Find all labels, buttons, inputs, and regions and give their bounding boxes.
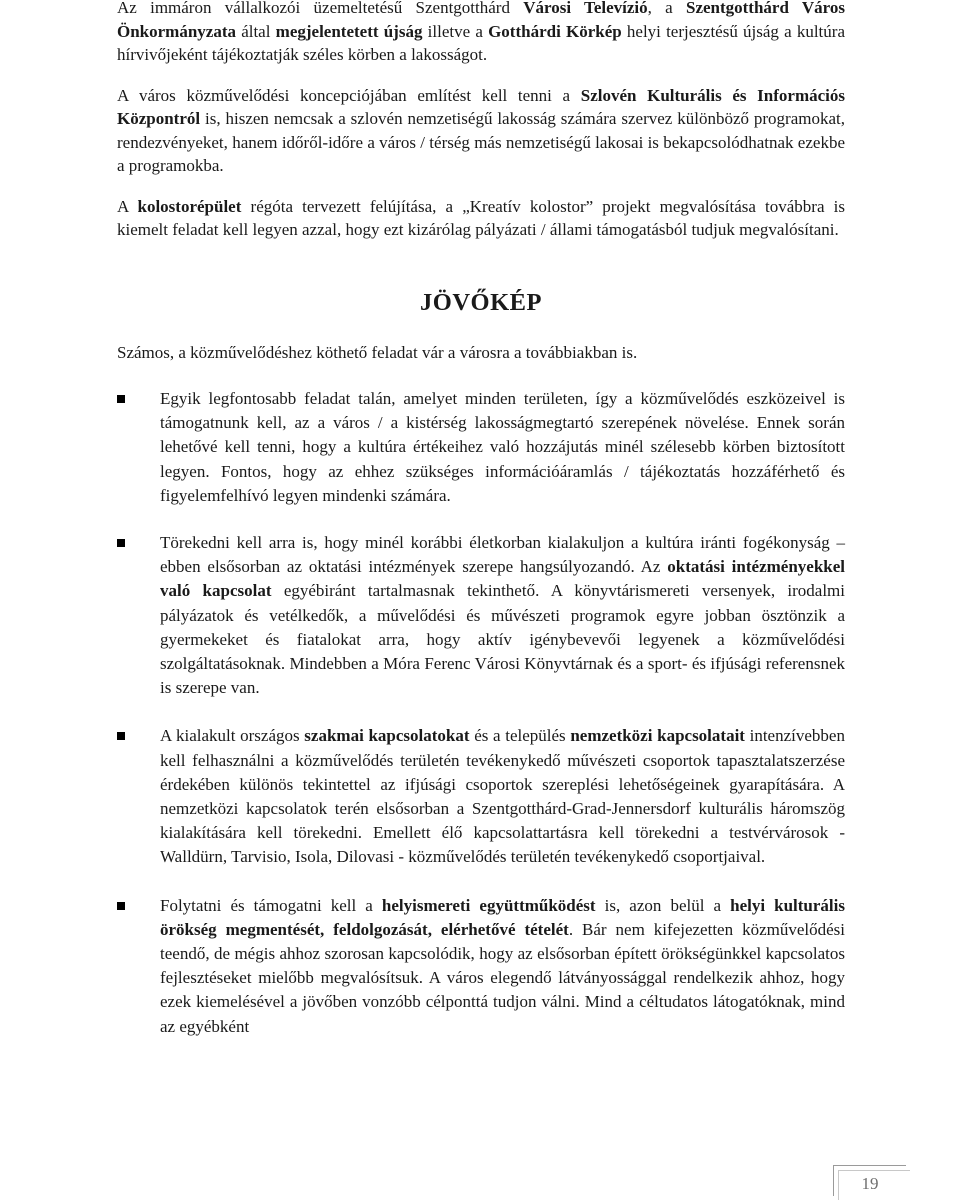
- text-run: A város közművelődési koncepciójában említést kell tenni a: [117, 85, 581, 105]
- text-run: A kialakult országos: [160, 726, 305, 746]
- bullet-item: [117, 724, 845, 869]
- page-number-box: [833, 1165, 906, 1196]
- bullet-text: [160, 894, 845, 1039]
- bold-text-run: Szlovén Kulturális és Információs Központról: [117, 85, 845, 128]
- bullet-item: [117, 894, 845, 1039]
- text-run: Folytatni és támogatni kell a: [160, 895, 382, 915]
- bullet-text: [160, 724, 845, 869]
- text-run: illetve a: [422, 21, 489, 41]
- document-page: [117, 0, 845, 1039]
- bold-text-run: oktatási intézményekkel való kapcsolat: [160, 557, 845, 601]
- text-run: . Bár nem kifejezetten közművelődési teendő, de mégis ahhoz szorosan kapcsolódik, hogy az elsősorban épített örökségünkkel kapcsolatos fejlesztéseket mielőbb megvalósítsuk. A város elegendő látványossággal rendelkezik ahhoz, hogy ezek kiemelésével a jövőben vonzóbb célponttá tudjon válni. Mind a céltudatos látogatóknak, mind az egyébként: [160, 919, 845, 1036]
- page-number: 19: [861, 1174, 879, 1193]
- text-run: Az immáron vállalkozói üzemeltetésű Szentgotthárd: [117, 0, 524, 17]
- text-run: egyébiránt tartalmasnak tekinthető. A könyvtárismereti versenyek, irodalmi pályázatok és vetélkedők, a művelődési és művészeti programok egyre jobban ösztönzik a gyermekeket és fiatalokat arra, hogy aktív igénybevevői legyenek a közművelődési szolgáltatásoknak. Mindebben a Móra Ferenc Városi Könyvtárnak és a sport- és ifjúsági referensnek is szerepe van.: [160, 581, 845, 698]
- bold-text-run: szakmai kapcsolatokat: [304, 726, 470, 746]
- text-run: A: [117, 196, 138, 216]
- text-run: Egyik legfontosabb feladat talán, amelyet minden területen, így a közművelődés eszközeivel is támogatnunk kell, az a város / a kistérség lakosságmegtartó szerepének növelése. Ennek során lehetővé kell tenni, hogy a kultúra értékeihez való hozzájutás minél szélesebb körben biztosított legyen. Fontos, hogy az ehhez szükséges információáramlás / tájékoztatás hozzáférhető és figyelemfelhívó legyen mindenki számára.: [160, 389, 845, 505]
- text-run: , a: [647, 0, 686, 17]
- bold-text-run: kolostorépület: [137, 196, 242, 216]
- text-run: is, hiszen nemcsak a szlovén nemzetiségű lakosság számára szervez különböző programokat, rendezvényeket, hanem időről-időre a város / térség más nemzetiségű lakosai is bekapcsolódhatnak ezekbe a programokba.: [117, 109, 845, 175]
- text-run: Törekedni kell arra is, hogy minél korábbi életkorban kialakuljon a kultúra iránti fogékonyság – ebben elsősorban az oktatási intézmények szerepe hangsúlyozandó. Az: [160, 533, 845, 577]
- bullet-text: [160, 531, 845, 700]
- square-bullet-icon: [117, 395, 125, 403]
- bullet-text: [160, 387, 845, 508]
- section-heading: JÖVŐKÉP: [420, 288, 542, 316]
- bold-text-run: megjelentetett újság: [275, 21, 423, 41]
- bold-text-run: Városi Televízió: [523, 0, 648, 17]
- intro-text: Számos, a közművelődéshez köthető feladat vár a városra a továbbiakban is.: [117, 342, 638, 362]
- text-run: és a település: [469, 726, 571, 746]
- paragraph-monastery: [117, 195, 845, 242]
- bold-text-run: helyi kulturális örökség megmentését, feldolgozását, elérhetővé tételét: [160, 895, 845, 939]
- square-bullet-icon: [117, 902, 125, 910]
- text-run: is, azon belül a: [595, 895, 731, 915]
- square-bullet-icon: [117, 539, 125, 547]
- bullet-item: [117, 387, 845, 508]
- text-run: régóta tervezett felújítása, a „Kreatív kolostor” projekt megvalósítása továbbra is kiemelt feladat kell legyen azzal, hogy ezt kizárólag pályázati / állami támogatásból tudjuk megvalósítani.: [117, 196, 846, 239]
- bullet-item: [117, 531, 845, 700]
- paragraph-slovenian-center: [117, 84, 845, 178]
- bold-text-run: nemzetközi kapcsolatait: [570, 726, 745, 746]
- bold-text-run: Szentgotthárd Város Önkormányzata: [117, 0, 846, 41]
- text-run: intenzívebben kell felhasználni a közművelődés területén tevékenykedő művészeti csoportok tapasztalatszerzése érdekében különös tekintettel az ifjúsági csoportok szereplési lehetőségeinek gyarapítására. A nemzetközi kapcsolatok terén elsősorban a Szentgotthárd-Grad-Jennersdorf kulturális háromszög kialakítására kell törekedni. Emellett élő kapcsolattartásra kell törekedni a testvérvárosok - Walldürn, Tarvisio, Isola, Dilovasi - közművelődés területén tevékenykedő csoportjaival.: [160, 726, 845, 867]
- paragraph-media: [117, 0, 845, 67]
- bold-text-run: helyismereti együttműködést: [381, 895, 596, 915]
- text-run: helyi terjesztésű újság a kultúra hírvivőjeként tájékoztatják széles körben a lakosságot.: [117, 21, 845, 64]
- square-bullet-icon: [117, 732, 125, 740]
- text-run: által: [236, 21, 276, 41]
- bold-text-run: Gotthárdi Körkép: [488, 21, 622, 41]
